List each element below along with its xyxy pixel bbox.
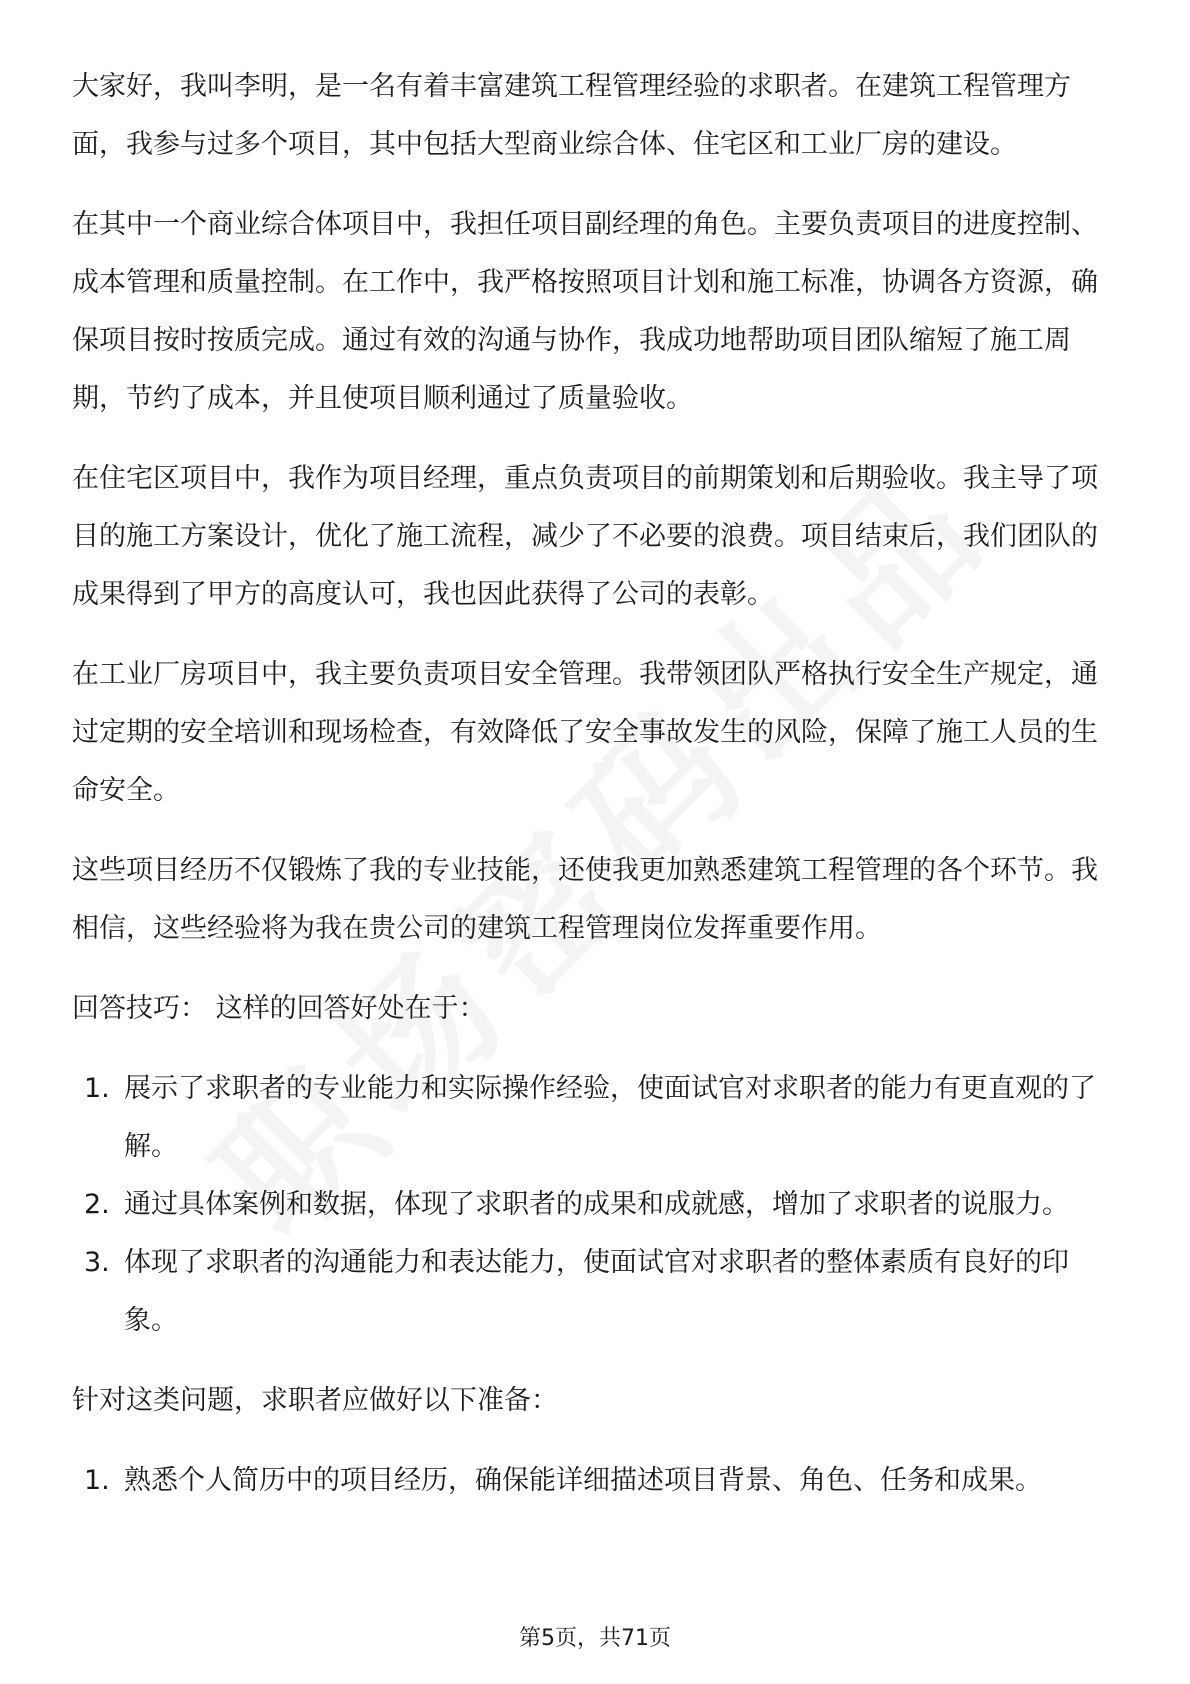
- list-item: [72, 1176, 1122, 1234]
- list-item: [72, 1452, 1122, 1510]
- paragraph-commercial-project: 在其中一个商业综合体项目中，我担任项目副经理的角色。主要负责项目的进度控制、成本管理和质量控制。在工作中，我严格按照项目计划和施工标准，协调各方资源，确保项目按时按质完成。通过有效的沟通与协作，我成功地帮助项目团队缩短了施工周期，节约了成本，并且使项目顺利通过了质量验收。: [72, 209, 1098, 414]
- paragraph-residential-project: 在住宅区项目中，我作为项目经理，重点负责项目的前期策划和后期验收。我主导了项目的施工方案设计，优化了施工流程，减少了不必要的浪费。项目结束后，我们团队的成果得到了甲方的高度认可，我也因此获得了公司的表彰。: [72, 463, 1098, 610]
- prep-heading: 针对这类问题，求职者应做好以下准备：: [72, 1385, 558, 1416]
- prep-list: [72, 1452, 1122, 1510]
- list-item-number: 1.: [84, 1073, 110, 1104]
- tips-heading: 回答技巧： 这样的回答好处在于：: [72, 993, 486, 1024]
- paragraph-industrial-project: 在工业厂房项目中，我主要负责项目安全管理。我带领团队严格执行安全生产规定，通过定期的安全培训和现场检查，有效降低了安全事故发生的风险，保障了施工人员的生命安全。: [72, 659, 1098, 806]
- paragraph-summary: 这些项目经历不仅锻炼了我的专业技能，还使我更加熟悉建筑工程管理的各个环节。我相信，这些经验将为我在贵公司的建筑工程管理岗位发挥重要作用。: [72, 855, 1098, 944]
- list-item: [72, 1060, 1122, 1176]
- list-item-text: 体现了求职者的沟通能力和表达能力，使面试官对求职者的整体素质有良好的印象。: [124, 1247, 1069, 1336]
- list-item-number: 2.: [84, 1189, 110, 1220]
- list-item-text: 展示了求职者的专业能力和实际操作经验，使面试官对求职者的能力有更直观的了解。: [124, 1073, 1096, 1162]
- list-item: [72, 1234, 1122, 1350]
- list-item-text: 熟悉个人简历中的项目经历，确保能详细描述项目背景、角色、任务和成果。: [124, 1465, 1042, 1496]
- list-item-number: 3.: [84, 1247, 110, 1278]
- list-item-text: 通过具体案例和数据，体现了求职者的成果和成就感，增加了求职者的说服力。: [124, 1189, 1069, 1220]
- document-body: [72, 58, 1122, 1532]
- tips-list: [72, 1060, 1122, 1350]
- paragraph-intro: 大家好，我叫李明，是一名有着丰富建筑工程管理经验的求职者。在建筑工程管理方面，我参与过多个项目，其中包括大型商业综合体、住宅区和工业厂房的建设。: [72, 71, 1071, 160]
- page-number: 第5页，共71页: [519, 1626, 671, 1651]
- list-item-number: 1.: [84, 1465, 110, 1496]
